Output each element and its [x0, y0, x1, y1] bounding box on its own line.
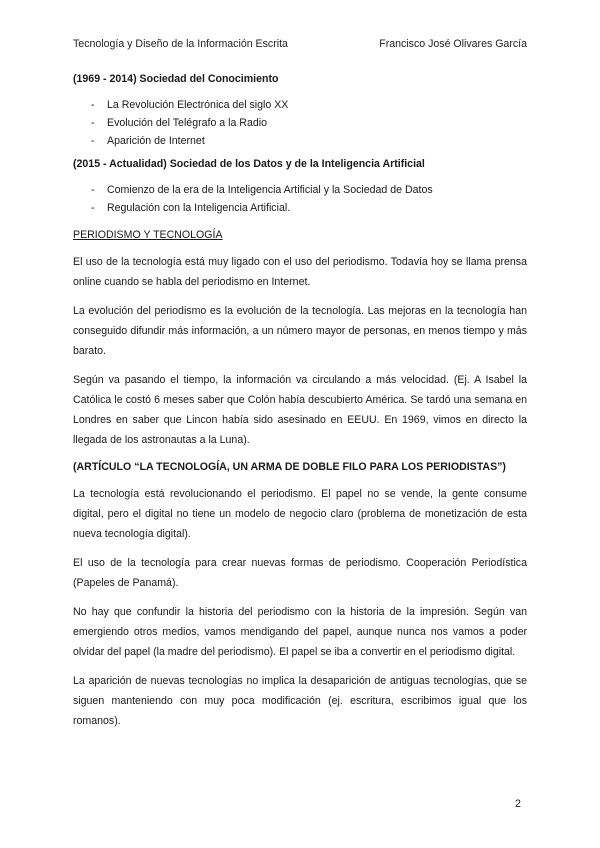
list-datos-ia	[73, 181, 527, 217]
page-number: 2	[515, 798, 521, 810]
paragraph: Según va pasando el tiempo, la información va circulando a más velocidad. (Ej. A Isabel la Católica le costó 6 meses saber que Colón había descubierto América. Se tardó una semana en Londres en saber que Lincon había sido asesinado en EEUU. En 1969, vimos en directo la llegada de los astronautas a la Luna).	[73, 374, 527, 446]
paragraph: El uso de la tecnología está muy ligado con el uso del periodismo. Todavía hoy se llama prensa online cuando se habla del periodismo en Internet.	[73, 256, 527, 288]
paragraph: La aparición de nuevas tecnologías no implica la desaparición de antiguas tecnologías, que se siguen manteniendo con muy poca modificación (ej. escritura, escribimos igual que los romanos).	[73, 675, 527, 727]
page-content	[73, 71, 527, 740]
list-item: - Comienzo de la era de la Inteligencia Artificial y la Sociedad de Datos	[73, 181, 527, 199]
paragraph: La tecnología está revolucionando el periodismo. El papel no se vende, la gente consume digital, pero el digital no tiene un modelo de negocio claro (problema de monetización de esta nueva tecnología digital).	[73, 488, 527, 540]
subtitle-periodismo-tecnologia: PERIODISMO Y TECNOLOGÍA	[73, 229, 223, 241]
paragraph: El uso de la tecnología para crear nuevas formas de periodismo. Cooperación Periodística (Papeles de Panamá).	[73, 557, 527, 589]
paragraph: La evolución del periodismo es la evolución de la tecnología. Las mejoras en la tecnología han conseguido difundir más información, a un número mayor de personas, en menos tiempo y más barato.	[73, 305, 527, 357]
header-author: Francisco José Olivares García	[379, 38, 527, 50]
list-item: - La Revolución Electrónica del siglo XX	[73, 96, 527, 114]
article-title: (ARTÍCULO “LA TECNOLOGÍA, UN ARMA DE DOBLE FILO PARA LOS PERIODISTAS”)	[73, 461, 506, 473]
list-item: - Evolución del Telégrafo a la Radio	[73, 114, 527, 132]
section-heading-conocimiento: (1969 - 2014) Sociedad del Conocimiento	[73, 73, 279, 85]
header-course-title: Tecnología y Diseño de la Información Escrita	[73, 38, 288, 50]
list-item: - Aparición de Internet	[73, 132, 527, 150]
list-conocimiento	[73, 96, 527, 150]
page-header	[73, 38, 527, 50]
list-item: - Regulación con la Inteligencia Artificial.	[73, 199, 527, 217]
paragraph: No hay que confundir la historia del periodismo con la historia de la impresión. Según van emergiendo otros medios, vamos mendigando del papel, aunque nunca nos vamos a poder olvidar del papel (la madre del periodismo). El papel se iba a convertir en el periodismo digital.	[73, 606, 527, 658]
section-heading-datos-ia: (2015 - Actualidad) Sociedad de los Datos y de la Inteligencia Artificial	[73, 158, 425, 170]
